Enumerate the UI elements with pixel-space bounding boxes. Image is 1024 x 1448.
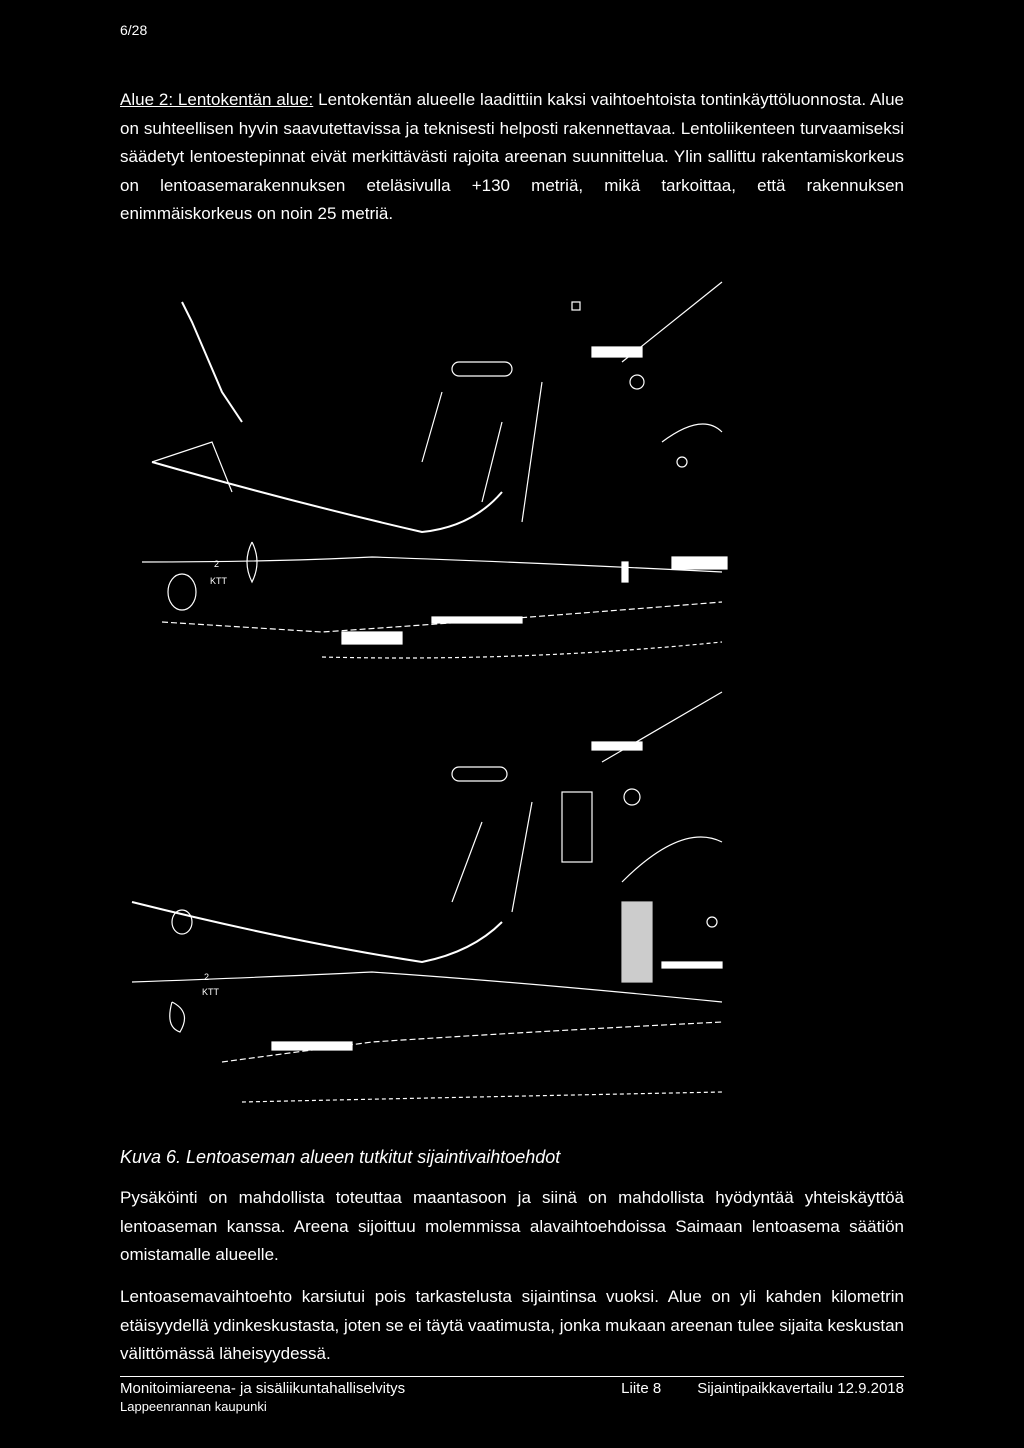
footer-appendix: Liite 8 xyxy=(621,1380,662,1397)
figure-caption: Kuva 6. Lentoaseman alueen tutkitut sijaintivaihtoehdot xyxy=(120,1147,561,1167)
section-heading: Alue 2: Lentokentän alue: xyxy=(120,90,314,109)
body-paragraph: Lentoasemavaihtoehto karsiutui pois tarkastelusta sijaintinsa vuoksi. Alue on yli kahden kilometrin etäisyydellä ydinkeskustasta, joten se ei täytä vaatimusta, jonka mukaan areenan tulee sijaita keskustan välittömässä läheisyydessä. xyxy=(120,1287,904,1363)
body-paragraph: Pysäköinti on mahdollista toteuttaa maantasoon ja siinä on mahdollista hyödyntää yhteiskäyttöä lentoaseman kanssa. Areena sijoittuu molemmissa alavaihtoehdoissa Saimaan lentoasema säätiön omistamalle alueelle. xyxy=(120,1188,904,1264)
footer-organization: Lappeenrannan kaupunki xyxy=(120,1399,267,1414)
section-text: Lentokentän alueelle laadittiin kaksi vaihtoehtoista tontinkäyttöluonnosta. Alue on suhteellisen hyvin saavutettavissa ja teknisesti helposti rakennettavaa. Lentoliikenteen turvaamiseksi säädetyt lentoestepinnat eivät merkittävästi rajoita areenan suunnittelua. Ylin sallittu rakentamiskorkeus on lentoasemarakennuksen eteläsivulla +130 metriä, mikä tarkoittaa, että rakennuksen enimmäiskorkeus on noin 25 metriä. xyxy=(120,90,904,223)
site-plan-map xyxy=(122,262,728,1132)
map-label-zone-number: 2 xyxy=(214,559,220,569)
footer-doc: Sijaintipaikkavertailu 12.9.2018 xyxy=(697,1380,904,1397)
page-footer xyxy=(120,1380,904,1414)
page-number: 6/28 xyxy=(120,22,148,38)
site-plan-figure xyxy=(122,262,728,1132)
footer-title: Monitoimiareena- ja sisäliikuntahalliselvitys xyxy=(120,1380,406,1397)
map-label-ktt: KTT xyxy=(210,576,227,586)
footer-divider xyxy=(120,1376,904,1377)
section-intro xyxy=(120,86,904,229)
map-label-zone-number: 2 xyxy=(204,972,210,982)
map-label-ktt: KTT xyxy=(202,987,219,997)
